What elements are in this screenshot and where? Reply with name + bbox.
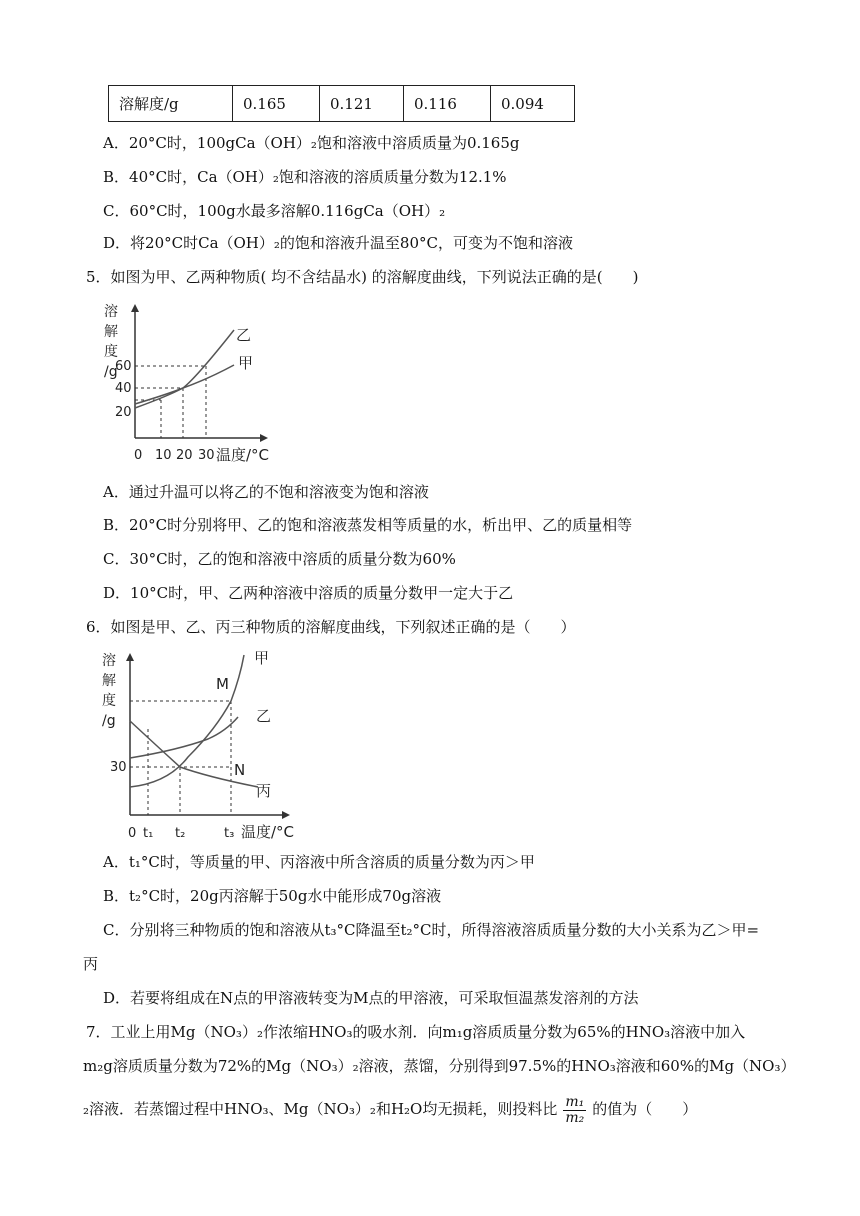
chart5-xtick: 10: [155, 448, 172, 463]
q6-option-c-line2: 丙: [83, 955, 99, 973]
chart5-ytick: 60: [115, 359, 132, 374]
q5-option-a: A．通过升温可以将乙的不饱和溶液变为饱和溶液: [103, 483, 429, 501]
q7-line2: m₂g溶质质量分数为72%的Mg（NO₃）₂溶液，蒸馏，分别得到97.5%的HNO₃溶液和60%的Mg（NO₃）: [83, 1057, 796, 1075]
fraction-numerator: m₁: [565, 1093, 585, 1110]
q7-line3-text: ₂溶液．若蒸馏过程中HNO₃、Mg（NO₃）₂和H₂O均无损耗，则投料比: [83, 1100, 558, 1118]
q5-option-d: D．10°C时，甲、乙两种溶液中溶质的质量分数甲一定大于乙: [103, 584, 514, 602]
ratio-fraction: [563, 1095, 586, 1126]
q6-option-c-line1: C．分别将三种物质的饱和溶液从t₃°C降温至t₂°C时，所得溶液溶质质量分数的大小关系为乙＞甲=: [103, 921, 760, 939]
solubility-table: [108, 85, 575, 122]
chart5-ylabel-3: 度: [104, 344, 118, 360]
chart6-series-label-yi: 乙: [256, 707, 272, 725]
chart6-solubility-curve: [98, 647, 308, 843]
table-cell: 0.165: [233, 86, 320, 122]
chart6-point-n: N: [234, 761, 246, 779]
q5-option-b: B．20°C时分别将甲、乙的饱和溶液蒸发相等质量的水，析出甲、乙的质量相等: [103, 516, 633, 534]
chart6-ylabel-4: /g: [102, 713, 116, 729]
fraction-denominator: m₂: [565, 1109, 585, 1126]
q4-option-d: D．将20°C时Ca（OH）₂的饱和溶液升温至80°C，可变为不饱和溶液: [103, 234, 573, 252]
chart6-xlabel: 温度/°C: [241, 823, 295, 841]
q4-option-a: A．20°C时，100gCa（OH）₂饱和溶液中溶质质量为0.165g: [103, 134, 520, 152]
table-header-cell: 溶解度/g: [109, 86, 233, 122]
chart6-ylabel-1: 溶: [102, 653, 116, 669]
chart6-point-m: M: [216, 675, 229, 693]
q7-line3-tail: 的值为（ ）: [592, 1100, 698, 1118]
chart5-ytick: 20: [115, 405, 132, 420]
chart5-ytick: 40: [115, 381, 132, 396]
chart5-xtick: 20: [176, 448, 193, 463]
chart6-ylabel-2: 解: [102, 673, 116, 689]
q6-option-d: D．若要将组成在N点的甲溶液转变为M点的甲溶液，可采取恒温蒸发溶剂的方法: [103, 989, 639, 1007]
chart5-xtick: 30: [198, 448, 215, 463]
chart5-ylabel-1: 溶: [104, 304, 118, 320]
q4-option-b: B．40°C时，Ca（OH）₂饱和溶液的溶质质量分数为12.1%: [103, 168, 507, 186]
chart5-xlabel: 温度/°C: [216, 446, 270, 464]
chart6-xtick: t₁: [143, 826, 154, 841]
chart6-xtick: t₃: [224, 826, 235, 841]
q5-option-c: C．30°C时，乙的饱和溶液中溶质的质量分数为60%: [103, 550, 456, 568]
chart5-series-label-yi: 乙: [236, 326, 252, 344]
chart5-curve-jia: [135, 365, 234, 404]
q4-option-c: C．60°C时，100g水最多溶解0.116gCa（OH）₂: [103, 202, 446, 220]
chart6-curve-yi: [130, 717, 238, 758]
q7-line3: [83, 1094, 697, 1126]
chart5-series-label-jia: 甲: [238, 354, 254, 372]
table-row: [109, 86, 575, 122]
chart5-curve-yi: [135, 330, 234, 408]
q5-stem: 5．如图为甲、乙两种物质( 均不含结晶水) 的溶解度曲线，下列说法正确的是( ): [86, 268, 639, 286]
table-cell: 0.116: [404, 86, 491, 122]
q7-line1: 7．工业上用Mg（NO₃）₂作浓缩HNO₃的吸水剂．向m₁g溶质质量分数为65%的HNO₃溶液中加入: [86, 1023, 746, 1041]
q6-stem: 6．如图是甲、乙、丙三种物质的溶解度曲线，下列叙述正确的是（ ）: [86, 618, 576, 636]
q6-option-b: B．t₂°C时，20g丙溶解于50g水中能形成70g溶液: [103, 887, 442, 905]
chart6-xtick: 0: [128, 826, 137, 841]
chart5-ylabel-4: /g: [104, 364, 118, 380]
chart5-ylabel-2: 解: [104, 324, 118, 340]
table-cell: 0.121: [320, 86, 404, 122]
table-cell: 0.094: [491, 86, 575, 122]
chart5-xtick: 0: [134, 448, 143, 463]
q6-option-a: A．t₁°C时，等质量的甲、丙溶液中所含溶质的质量分数为丙＞甲: [103, 853, 535, 871]
chart6-xtick: t₂: [175, 826, 186, 841]
chart6-series-label-jia: 甲: [254, 649, 270, 667]
chart6-ytick: 30: [110, 760, 127, 775]
chart6-ylabel-3: 度: [102, 693, 116, 709]
chart6-series-label-bing: 丙: [256, 782, 272, 800]
chart5-solubility-curve: [98, 296, 278, 468]
